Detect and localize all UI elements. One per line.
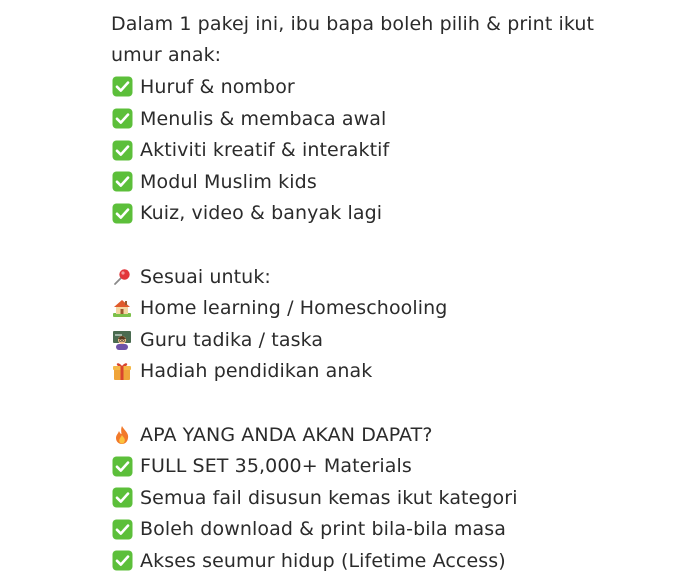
gift-icon <box>111 360 133 382</box>
offer-item: Semua fail disusun kemas ikut kategori <box>111 482 671 514</box>
feature-item: Huruf & nombor <box>111 71 671 103</box>
offer-item: FULL SET 35,000+ Materials <box>111 450 671 482</box>
feature-item: Aktiviti kreatif & interaktif <box>111 134 671 166</box>
check-mark-icon <box>111 171 133 193</box>
check-mark-icon <box>111 518 133 540</box>
feature-item: Kuiz, video & banyak lagi <box>111 198 671 230</box>
suitable-item-teacher: Guru tadika / taska <box>111 324 671 356</box>
intro-line-1: Dalam 1 pakej ini, ibu bapa boleh pilih & print ikut <box>111 12 595 35</box>
fire-icon <box>111 424 133 446</box>
suitable-item-home-learning: Home learning / Homeschooling <box>111 292 671 324</box>
document-body <box>111 8 671 577</box>
house-icon <box>111 297 133 319</box>
check-mark-icon <box>111 139 133 161</box>
check-mark-icon <box>111 487 133 509</box>
spacer <box>111 387 671 419</box>
offer-heading: APA YANG ANDA AKAN DAPAT? <box>111 419 671 451</box>
offer-item: Boleh download & print bila-bila masa <box>111 514 671 546</box>
suitable-item-gift: Hadiah pendidikan anak <box>111 356 671 388</box>
offer-item: Akses seumur hidup (Lifetime Access) <box>111 545 671 577</box>
check-mark-icon <box>111 76 133 98</box>
teacher-icon <box>111 329 133 351</box>
check-mark-icon <box>111 455 133 477</box>
spacer <box>111 229 671 261</box>
feature-item: Modul Muslim kids <box>111 166 671 198</box>
suitable-heading: Sesuai untuk: <box>111 261 671 293</box>
check-mark-icon <box>111 550 133 572</box>
check-mark-icon <box>111 202 133 224</box>
feature-item: Menulis & membaca awal <box>111 103 671 135</box>
check-mark-icon <box>111 108 133 130</box>
pushpin-icon <box>111 266 133 288</box>
intro-line-2: umur anak: <box>111 44 222 67</box>
